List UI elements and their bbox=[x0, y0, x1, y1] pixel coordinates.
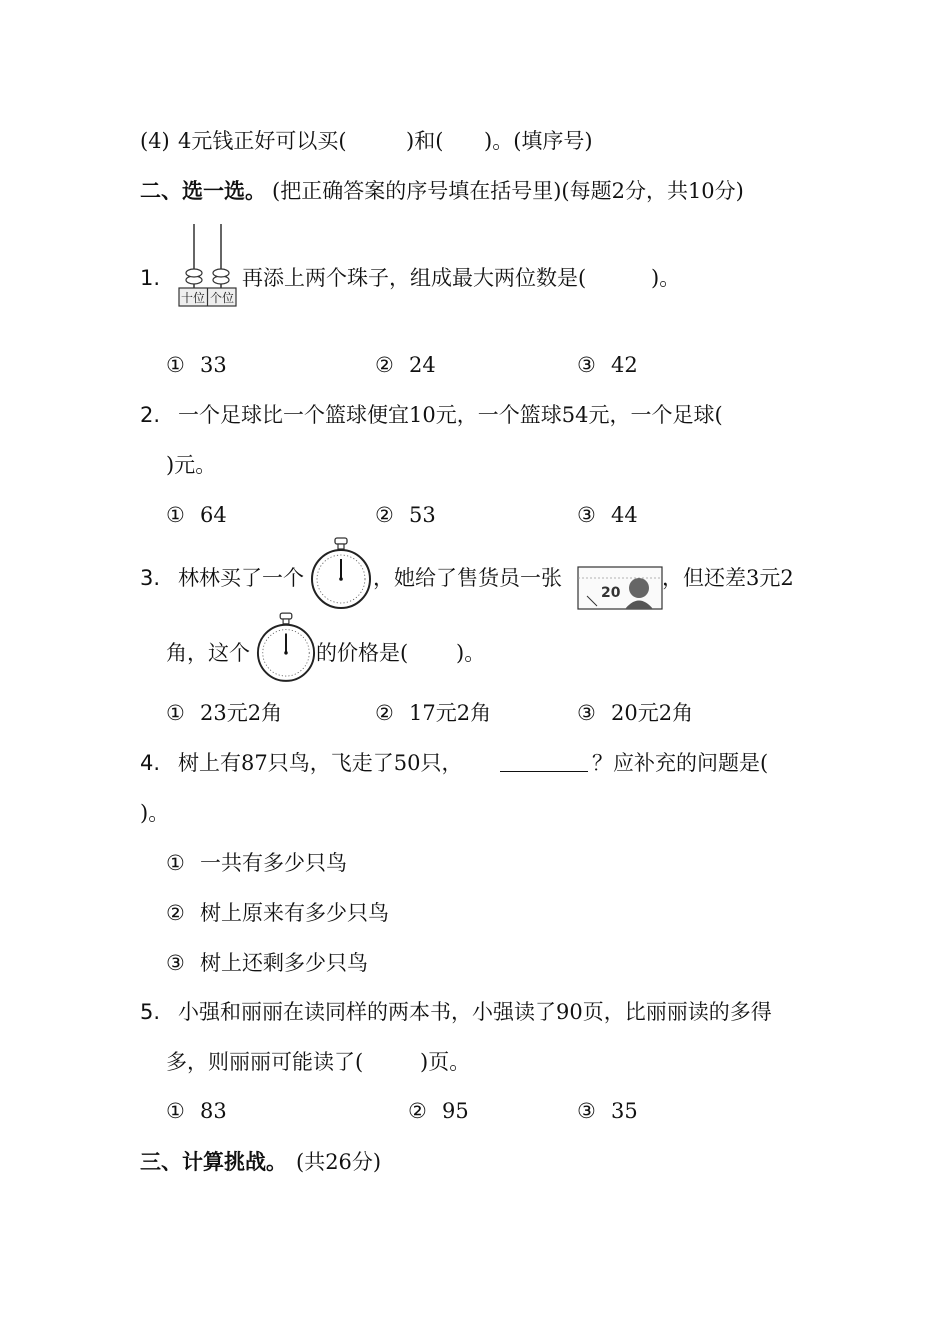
q2-option2-mark: ② bbox=[375, 503, 394, 527]
q1-option2-mark: ② bbox=[375, 353, 394, 377]
q4-line1 bbox=[0, 743, 950, 783]
q1-option1-text: 33 bbox=[200, 353, 227, 377]
q4-option1 bbox=[0, 843, 950, 883]
q5-number: 5. bbox=[140, 1000, 161, 1024]
q2-text-line2: )元。 bbox=[166, 453, 217, 477]
q1-part4-text-a: 4元钱正好可以买( bbox=[178, 129, 347, 153]
section2-heading bbox=[0, 171, 950, 211]
q2-line2 bbox=[0, 445, 950, 485]
q5-option1-text: 83 bbox=[200, 1099, 227, 1123]
banknote-value: 20 bbox=[601, 585, 621, 601]
q5-text-line2-a: 多，则丽丽可能读了( bbox=[166, 1050, 364, 1074]
q2-option1-mark: ① bbox=[166, 503, 185, 527]
q2-option1-text: 64 bbox=[200, 503, 227, 527]
q3-option2-mark: ② bbox=[375, 701, 394, 725]
q2-option2-text: 53 bbox=[409, 503, 436, 527]
q3-text-line2-a: 角，这个 bbox=[166, 641, 250, 665]
abacus-label-ones: 个位 bbox=[209, 291, 235, 305]
q3-option3-mark: ③ bbox=[577, 701, 596, 725]
q1-part4-text-b: )和( bbox=[406, 129, 444, 153]
q3-option1-mark: ① bbox=[166, 701, 185, 725]
q5-line2 bbox=[0, 1042, 950, 1082]
q5-option1-mark: ① bbox=[166, 1099, 185, 1123]
q1-part4-text-c: )。(填序号) bbox=[484, 129, 593, 153]
q1-option3-mark: ③ bbox=[577, 353, 596, 377]
q3-line1 bbox=[0, 558, 950, 598]
q1-part4-line bbox=[0, 121, 950, 161]
q5-option3-text: 35 bbox=[611, 1099, 638, 1123]
q1-part4-number: (4) bbox=[140, 129, 170, 153]
q3-text-line1-b: ，她给了售货员一张 bbox=[373, 566, 562, 590]
q1-text-b: )。 bbox=[651, 266, 681, 290]
q1-text-a: 再添上两个珠子，组成最大两位数是( bbox=[242, 266, 587, 290]
q4-option3-text: 树上还剩多少只鸟 bbox=[200, 951, 368, 975]
q5-text-line2-b: )页。 bbox=[420, 1050, 471, 1074]
q4-option2 bbox=[0, 893, 950, 933]
q4-option3 bbox=[0, 943, 950, 983]
q5-line1 bbox=[0, 992, 950, 1032]
q3-text-line2-b: 的价格是( bbox=[316, 641, 409, 665]
section2-title: 二、选一选。 bbox=[140, 179, 266, 203]
q1-options bbox=[0, 345, 950, 385]
q4-line2 bbox=[0, 793, 950, 833]
q3-option3-text: 20元2角 bbox=[611, 701, 694, 725]
q4-option3-mark: ③ bbox=[166, 951, 185, 975]
q2-option3-mark: ③ bbox=[577, 503, 596, 527]
q3-text-line1-c: ，但还差3元2 bbox=[662, 566, 794, 590]
q4-answer-blank[interactable] bbox=[500, 743, 588, 783]
q4-number: 4. bbox=[140, 751, 161, 775]
q1-option1-mark: ① bbox=[166, 353, 185, 377]
q5-options bbox=[0, 1091, 950, 1131]
q3-number: 3. bbox=[140, 566, 161, 590]
q4-option2-mark: ② bbox=[166, 901, 185, 925]
q3-options bbox=[0, 693, 950, 733]
abacus-label-tens: 十位 bbox=[180, 291, 206, 305]
q5-text-line1: 小强和丽丽在读同样的两本书，小强读了90页，比丽丽读的多得 bbox=[178, 1000, 772, 1024]
q4-text-line1-b: ？应补充的问题是( bbox=[592, 751, 769, 775]
q5-option2-text: 95 bbox=[442, 1099, 469, 1123]
q1-option3-text: 42 bbox=[611, 353, 638, 377]
banknote-icon bbox=[577, 566, 663, 610]
q3-text-line2-c: )。 bbox=[456, 641, 486, 665]
q5-option2-mark: ② bbox=[408, 1099, 427, 1123]
section3-heading bbox=[0, 1142, 950, 1182]
q2-line1 bbox=[0, 395, 950, 435]
q3-option2-text: 17元2角 bbox=[409, 701, 492, 725]
q2-option3-text: 44 bbox=[611, 503, 638, 527]
q3-line2 bbox=[0, 633, 950, 673]
section2-note: (把正确答案的序号填在括号里)(每题2分，共10分) bbox=[272, 179, 744, 203]
q3-text-line1-a: 林林买了一个 bbox=[178, 566, 304, 590]
q2-options bbox=[0, 495, 950, 535]
section3-title: 三、计算挑战。 bbox=[140, 1150, 287, 1174]
q2-number: 2. bbox=[140, 403, 161, 427]
q4-option1-mark: ① bbox=[166, 851, 185, 875]
stopwatch-icon bbox=[256, 612, 316, 684]
stopwatch-icon bbox=[310, 537, 372, 611]
section3-note: (共26分) bbox=[296, 1150, 382, 1174]
q4-option1-text: 一共有多少只鸟 bbox=[200, 851, 347, 875]
q3-option1-text: 23元2角 bbox=[200, 701, 283, 725]
abacus-icon bbox=[177, 220, 239, 310]
q4-option2-text: 树上原来有多少只鸟 bbox=[200, 901, 389, 925]
q4-text-line1-a: 树上有87只鸟，飞走了50只， bbox=[178, 751, 463, 775]
q1-line bbox=[0, 258, 950, 298]
q2-text-line1: 一个足球比一个篮球便宜10元，一个篮球54元，一个足球( bbox=[178, 403, 723, 427]
q4-text-line2: )。 bbox=[140, 801, 170, 825]
q1-option2-text: 24 bbox=[409, 353, 436, 377]
q5-option3-mark: ③ bbox=[577, 1099, 596, 1123]
q1-number: 1. bbox=[140, 266, 161, 290]
